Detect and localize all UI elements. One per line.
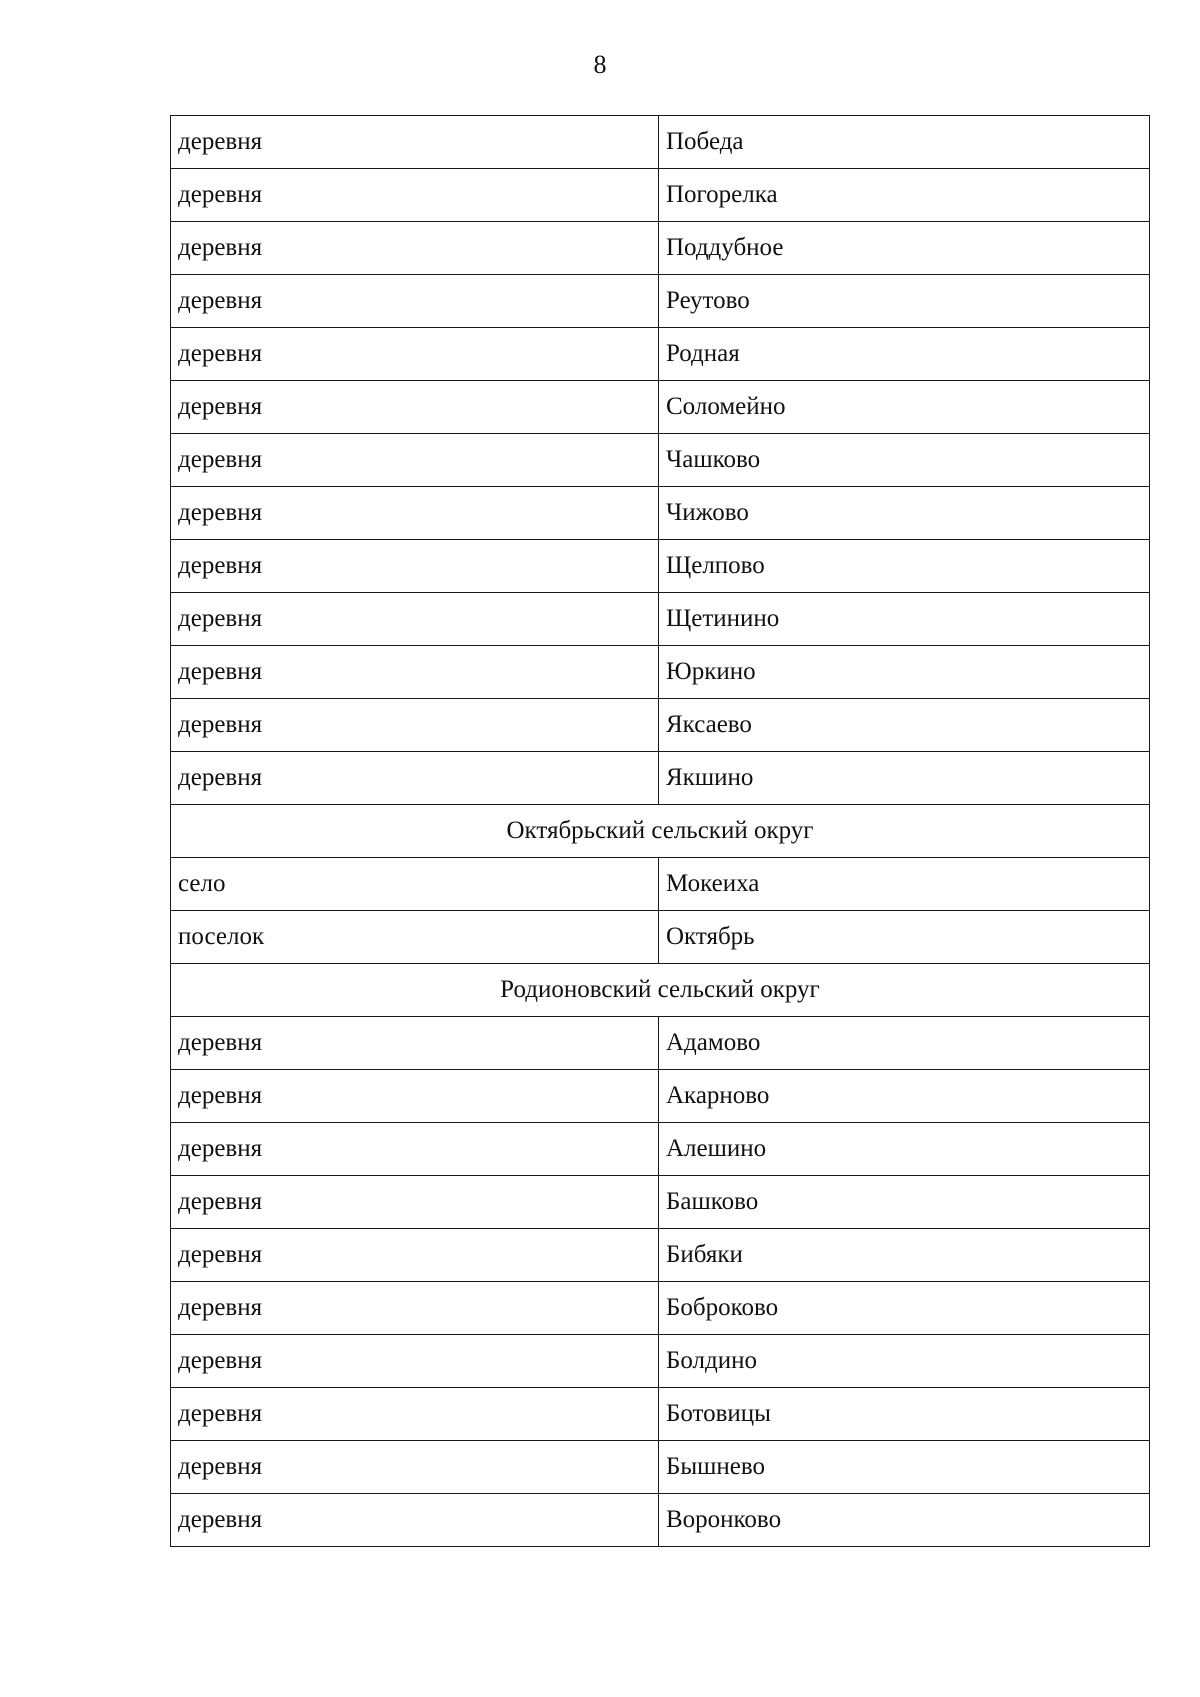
settlement-name-cell: Боброково bbox=[659, 1282, 1150, 1335]
table-row bbox=[171, 1070, 1150, 1123]
settlement-type-cell: деревня bbox=[171, 699, 659, 752]
settlement-name-cell: Якшино bbox=[659, 752, 1150, 805]
settlement-name-cell: Реутово bbox=[659, 275, 1150, 328]
settlement-type-cell: деревня bbox=[171, 752, 659, 805]
table-row bbox=[171, 1494, 1150, 1547]
table-row bbox=[171, 911, 1150, 964]
table-row bbox=[171, 275, 1150, 328]
settlement-name-cell: Соломейно bbox=[659, 381, 1150, 434]
table-row bbox=[171, 1441, 1150, 1494]
settlement-name-cell: Юркино bbox=[659, 646, 1150, 699]
settlement-type-cell: деревня bbox=[171, 1176, 659, 1229]
settlement-name-cell: Акарново bbox=[659, 1070, 1150, 1123]
table-row bbox=[171, 1335, 1150, 1388]
settlement-type-cell: деревня bbox=[171, 275, 659, 328]
settlement-type-cell: деревня bbox=[171, 1494, 659, 1547]
table-row bbox=[171, 381, 1150, 434]
settlement-name-cell: Яксаево bbox=[659, 699, 1150, 752]
settlement-name-cell: Поддубное bbox=[659, 222, 1150, 275]
table-row bbox=[171, 752, 1150, 805]
settlement-type-cell: деревня bbox=[171, 116, 659, 169]
settlement-name-cell: Воронково bbox=[659, 1494, 1150, 1547]
settlement-name-cell: Октябрь bbox=[659, 911, 1150, 964]
settlement-name-cell: Адамово bbox=[659, 1017, 1150, 1070]
table-row bbox=[171, 593, 1150, 646]
table-row bbox=[171, 858, 1150, 911]
settlement-type-cell: деревня bbox=[171, 328, 659, 381]
settlement-type-cell: деревня bbox=[171, 1335, 659, 1388]
table-row bbox=[171, 699, 1150, 752]
settlement-type-cell: деревня bbox=[171, 487, 659, 540]
settlement-type-cell: деревня bbox=[171, 593, 659, 646]
settlements-table bbox=[170, 115, 1150, 1547]
settlement-name-cell: Ботовицы bbox=[659, 1388, 1150, 1441]
settlement-name-cell: Алешино bbox=[659, 1123, 1150, 1176]
section-header-row bbox=[171, 805, 1150, 858]
table-row bbox=[171, 646, 1150, 699]
settlement-type-cell: деревня bbox=[171, 1229, 659, 1282]
settlement-name-cell: Щелпово bbox=[659, 540, 1150, 593]
settlement-type-cell: село bbox=[171, 858, 659, 911]
settlement-type-cell: деревня bbox=[171, 540, 659, 593]
settlements-table-body bbox=[171, 116, 1150, 1547]
settlement-name-cell: Чашково bbox=[659, 434, 1150, 487]
table-row bbox=[171, 222, 1150, 275]
section-title: Родионовский сельский округ bbox=[171, 964, 1150, 1017]
settlement-type-cell: поселок bbox=[171, 911, 659, 964]
settlement-type-cell: деревня bbox=[171, 646, 659, 699]
section-header-row bbox=[171, 964, 1150, 1017]
table-row bbox=[171, 1282, 1150, 1335]
settlement-name-cell: Бышнево bbox=[659, 1441, 1150, 1494]
settlement-type-cell: деревня bbox=[171, 1070, 659, 1123]
settlement-name-cell: Погорелка bbox=[659, 169, 1150, 222]
settlement-type-cell: деревня bbox=[171, 1282, 659, 1335]
table-row bbox=[171, 1123, 1150, 1176]
table-row bbox=[171, 169, 1150, 222]
table-row bbox=[171, 116, 1150, 169]
section-title: Октябрьский сельский округ bbox=[171, 805, 1150, 858]
settlement-type-cell: деревня bbox=[171, 1388, 659, 1441]
table-row bbox=[171, 1388, 1150, 1441]
settlement-name-cell: Болдино bbox=[659, 1335, 1150, 1388]
table-row bbox=[171, 1176, 1150, 1229]
settlement-name-cell: Чижово bbox=[659, 487, 1150, 540]
table-row bbox=[171, 487, 1150, 540]
settlement-name-cell: Башково bbox=[659, 1176, 1150, 1229]
settlement-type-cell: деревня bbox=[171, 1017, 659, 1070]
page-number: 8 bbox=[593, 50, 607, 79]
table-row bbox=[171, 540, 1150, 593]
settlement-name-cell: Бибяки bbox=[659, 1229, 1150, 1282]
settlement-type-cell: деревня bbox=[171, 1441, 659, 1494]
settlement-name-cell: Щетинино bbox=[659, 593, 1150, 646]
settlement-type-cell: деревня bbox=[171, 222, 659, 275]
settlement-type-cell: деревня bbox=[171, 434, 659, 487]
settlement-type-cell: деревня bbox=[171, 381, 659, 434]
table-row bbox=[171, 434, 1150, 487]
table-row bbox=[171, 1229, 1150, 1282]
settlement-name-cell: Победа bbox=[659, 116, 1150, 169]
settlement-type-cell: деревня bbox=[171, 1123, 659, 1176]
table-row bbox=[171, 328, 1150, 381]
settlement-name-cell: Родная bbox=[659, 328, 1150, 381]
settlement-type-cell: деревня bbox=[171, 169, 659, 222]
settlement-name-cell: Мокеиха bbox=[659, 858, 1150, 911]
table-row bbox=[171, 1017, 1150, 1070]
